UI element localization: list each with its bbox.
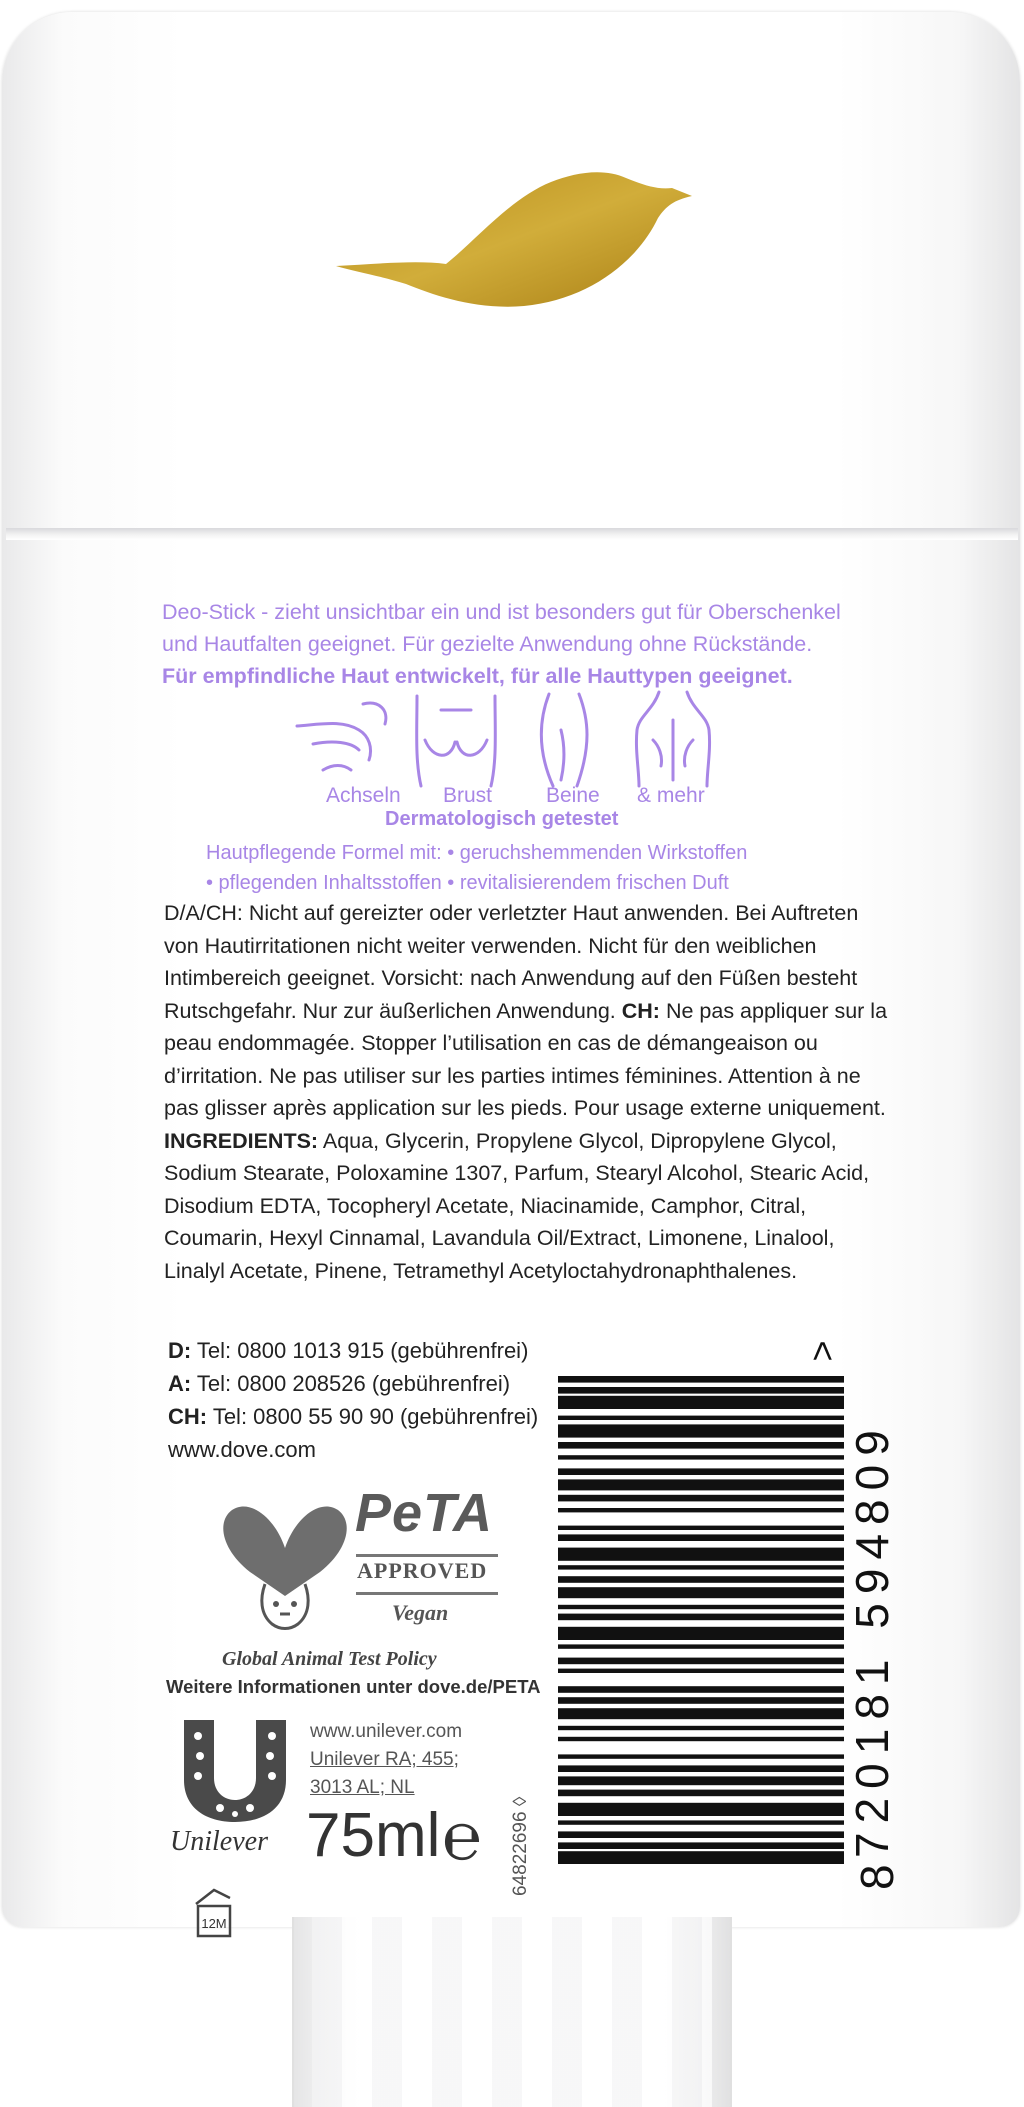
cap-seam — [6, 528, 1018, 540]
legs-icon — [541, 694, 587, 786]
barcode-bar — [558, 1803, 844, 1816]
derm-tested-label: Dermatologisch getestet — [385, 808, 619, 830]
barcode-bar — [558, 1526, 844, 1530]
barcode-bar — [558, 1765, 844, 1772]
barcode-chevron: > — [801, 1340, 843, 1362]
back-icon — [636, 692, 709, 786]
barcode-bar — [558, 1442, 844, 1449]
warnings-and-ingredients: D/A/CH: Nicht auf gereizter oder verletzter Haut anwenden. Bei Auftreten von Hautirritationen nicht weiter verwenden. Nicht für den weiblichen Intimbereich geeignet. Vorsicht: nach Anwendung auf den Füßen besteht Rutschgefahr. Nur zur äußerlichen Anwendung. CH: Ne pas appliquer sur la peau endommagée. Stopper l’utilisation en cas de démangeaison ou d’irritation. Ne pas utiliser sur les parties intimes féminines. Attention à ne pas glisser après application sur les pieds. Pour usage externe uniquement. INGREDIENTS: Aqua, Glycerin, Propylene Glycol, Dipropylene Glycol, Sodium Stearate, Poloxamine 1307, Parfum, Stearyl Alcohol, Stearic Acid, Disodium EDTA, Tocopheryl Acetate, Niacinamide, Camphor, Citral, Coumarin, Hexyl Cinnamal, Lavandula Oil/Extract, Limonene, Linalool, Linalyl Acetate, Pinene, Tetramethyl Acetyloctahydronaphthalenes. — [164, 901, 888, 1283]
barcode-bar — [558, 1565, 844, 1569]
barcode-bar — [558, 1754, 844, 1758]
barcode-bar — [558, 1534, 844, 1541]
barcode-bar — [558, 1396, 844, 1409]
barcode-bar — [558, 1669, 844, 1673]
body-area-icons — [293, 690, 723, 790]
barcode-bar — [558, 1455, 844, 1459]
barcode-bar — [558, 1697, 844, 1704]
pao-jar-icon — [192, 1884, 236, 1942]
barcode-bar — [558, 1737, 844, 1741]
barcode-digits: 720181 594809 — [846, 1421, 898, 1858]
barcode-bar — [558, 1686, 844, 1693]
barcode-bar — [558, 1842, 844, 1849]
barcode-bar — [558, 1708, 844, 1719]
animal-test-policy: Global Animal Test Policy — [222, 1648, 437, 1670]
barcode-first-digit: 8 — [851, 1864, 903, 1890]
barcode — [558, 1376, 844, 1864]
peta-vegan: Vegan — [392, 1600, 449, 1625]
peta-more-info: Weitere Informationen unter dove.de/PETA — [166, 1676, 541, 1697]
product-code: 64822696 ◊ — [510, 1796, 531, 1896]
area-label-armpits: Achseln — [326, 784, 401, 807]
barcode-bar — [558, 1658, 844, 1665]
product-description: Deo-Stick - zieht unsichtbar ein und ist besonders gut für Oberschenkel und Hautfalten geeignet. Für gezielte Anwendung ohne Rückstände. Für empfindliche Haut entwickelt, für alle Hauttypen geeignet. — [162, 600, 841, 688]
barcode-bar — [558, 1726, 844, 1730]
barcode-bar — [558, 1790, 844, 1797]
chest-icon — [417, 696, 496, 786]
contact-info: D: Tel: 0800 1013 915 (gebührenfrei) A: Tel: 0800 208526 (gebührenfrei) CH: Tel: 0800 55 90 90 (gebührenfrei) www.dove.com — [168, 1338, 539, 1462]
barcode-bar — [558, 1851, 844, 1864]
barcode-bar — [558, 1605, 844, 1609]
unilever-wordmark: Unilever — [170, 1826, 268, 1857]
peta-rule-top — [356, 1554, 498, 1557]
barcode-bar — [558, 1387, 844, 1394]
svg-text:12M: 12M — [201, 1916, 227, 1931]
barcode-bar — [558, 1614, 844, 1621]
barcode-bar — [558, 1495, 844, 1502]
barcode-bar — [558, 1548, 844, 1561]
stick-base — [292, 1917, 732, 2107]
barcode-bar — [558, 1479, 844, 1490]
barcode-bar — [558, 1820, 844, 1824]
unilever-address: www.unilever.com Unilever RA; 455; 3013 AL; NL — [310, 1721, 463, 1798]
volume-label: 75ml — [306, 1801, 441, 1870]
area-label-chest: Brust — [443, 784, 493, 807]
barcode-bar — [558, 1644, 844, 1648]
barcode-bar — [558, 1468, 844, 1475]
barcode-bar — [558, 1376, 844, 1383]
peta-bunny-heart-icon — [220, 1488, 350, 1638]
formula-description: Hautpflegende Formel mit: • geruchshemmenden Wirkstoffen • pflegenden Inhaltsstoffen • revitalisierendem frischen Duft — [206, 842, 748, 894]
peta-rule-bottom — [356, 1592, 498, 1595]
barcode-bar — [558, 1776, 844, 1785]
barcode-bar — [558, 1416, 844, 1420]
barcode-bar — [558, 1587, 844, 1598]
barcode-bar — [558, 1508, 844, 1512]
dove-logo-icon — [336, 168, 692, 308]
peta-approved: APPROVED — [357, 1558, 488, 1583]
peta-logo-text: PeTA — [355, 1483, 494, 1543]
estimated-sign: ℮ — [442, 1801, 482, 1874]
area-label-more: & mehr — [637, 784, 705, 807]
barcode-bar — [558, 1831, 844, 1838]
area-label-legs: Beine — [546, 784, 600, 807]
barcode-bar — [558, 1424, 844, 1437]
armpit-icon — [297, 703, 386, 770]
barcode-bar — [558, 1576, 844, 1583]
barcode-bar — [558, 1627, 844, 1640]
unilever-u-logo-icon — [180, 1716, 290, 1824]
